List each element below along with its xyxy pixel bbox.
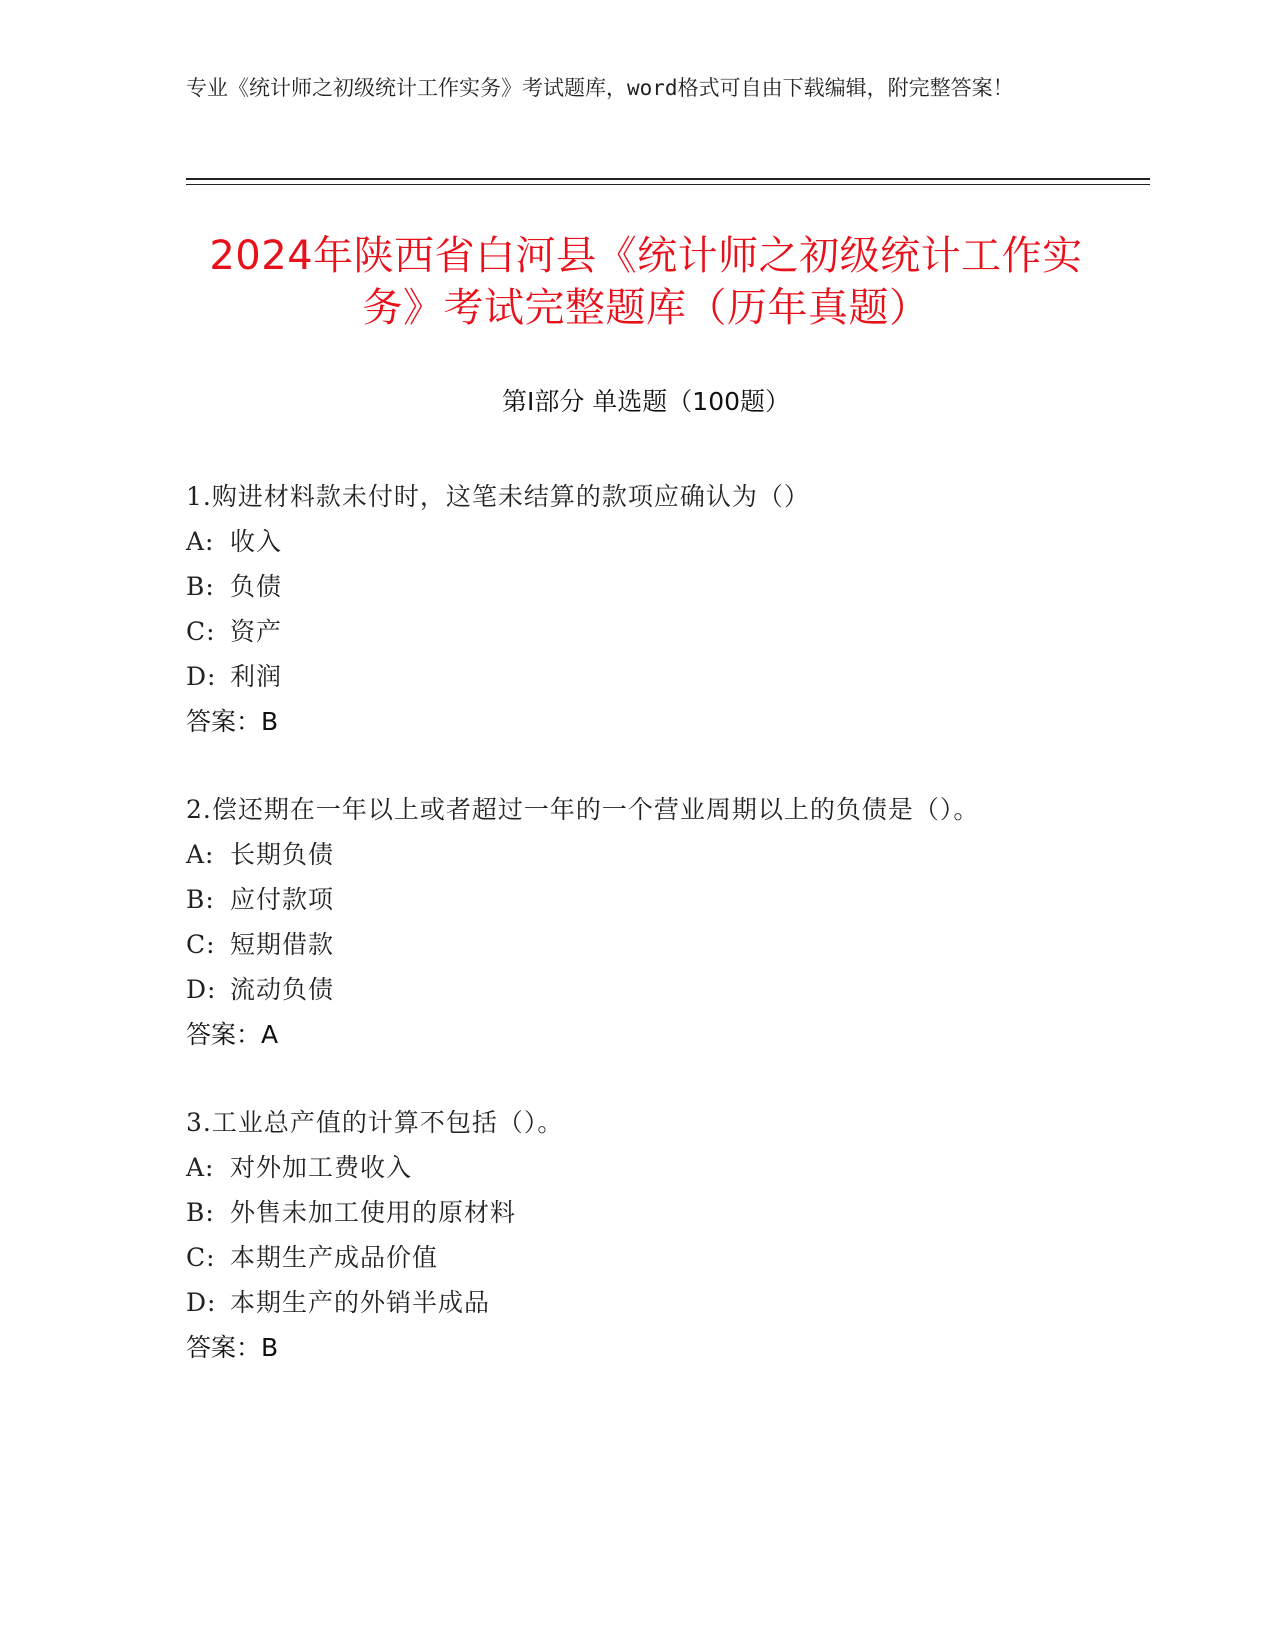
option-letter: D: [186,1288,217,1317]
option-text: 收入 [230,527,283,556]
option-c [186,922,1086,967]
option-letter: C: [186,930,216,959]
question-stem: 1.购进材料款未付时，这笔未结算的款项应确认为（） [186,482,810,511]
question-2 [186,787,1086,1057]
option-d [186,654,1086,699]
option-letter: B: [186,885,215,914]
question-stem: 2.偿还期在一年以上或者超过一年的一个营业周期以上的负债是（）。 [186,795,980,824]
option-letter: B: [186,1198,215,1227]
option-a [186,519,1086,564]
answer-line [186,1012,1086,1057]
section-title: 第I部分 单选题（100题） [501,387,791,416]
option-text: 短期借款 [230,930,335,959]
question-3 [186,1100,1086,1370]
option-b [186,564,1086,609]
option-text: 外售未加工使用的原材料 [230,1198,517,1227]
option-letter: D: [186,662,217,691]
answer-value: B [261,1333,279,1362]
question-1 [186,474,1086,744]
header-rule-thin [186,184,1150,185]
option-text: 对外加工费收入 [230,1153,413,1182]
option-letter: A: [186,1153,215,1182]
question-list [186,474,1086,1413]
option-text: 利润 [230,662,283,691]
option-text: 负债 [230,572,283,601]
answer-prefix: 答案： [186,1020,262,1049]
option-d [186,1280,1086,1325]
option-d [186,967,1086,1012]
option-b [186,1190,1086,1235]
answer-line [186,1325,1086,1370]
option-text: 长期负债 [230,840,335,869]
answer-value: B [261,707,279,736]
answer-line [186,699,1086,744]
option-text: 本期生产的外销半成品 [230,1288,491,1317]
document-title: 2024年陕西省白河县《统计师之初级统计工作实务》考试完整题库（历年真题） [209,233,1083,331]
answer-prefix: 答案： [186,707,262,736]
option-text: 应付款项 [230,885,335,914]
option-letter: C: [186,1243,216,1272]
option-letter: D: [186,975,217,1004]
answer-value: A [261,1020,279,1049]
option-letter: A: [186,840,215,869]
header-note: 专业《统计师之初级统计工作实务》考试题库，word格式可自由下载编辑，附完整答案！ [186,76,1014,100]
option-text: 资产 [230,617,283,646]
question-stem: 3.工业总产值的计算不包括（）。 [186,1108,564,1137]
option-text: 流动负债 [230,975,335,1004]
option-a [186,832,1086,877]
option-a [186,1145,1086,1190]
option-letter: B: [186,572,215,601]
header-rule-thick [186,178,1150,180]
option-c [186,1235,1086,1280]
option-letter: C: [186,617,216,646]
answer-prefix: 答案： [186,1333,262,1362]
option-c [186,609,1086,654]
option-letter: A: [186,527,215,556]
option-text: 本期生产成品价值 [230,1243,439,1272]
option-b [186,877,1086,922]
